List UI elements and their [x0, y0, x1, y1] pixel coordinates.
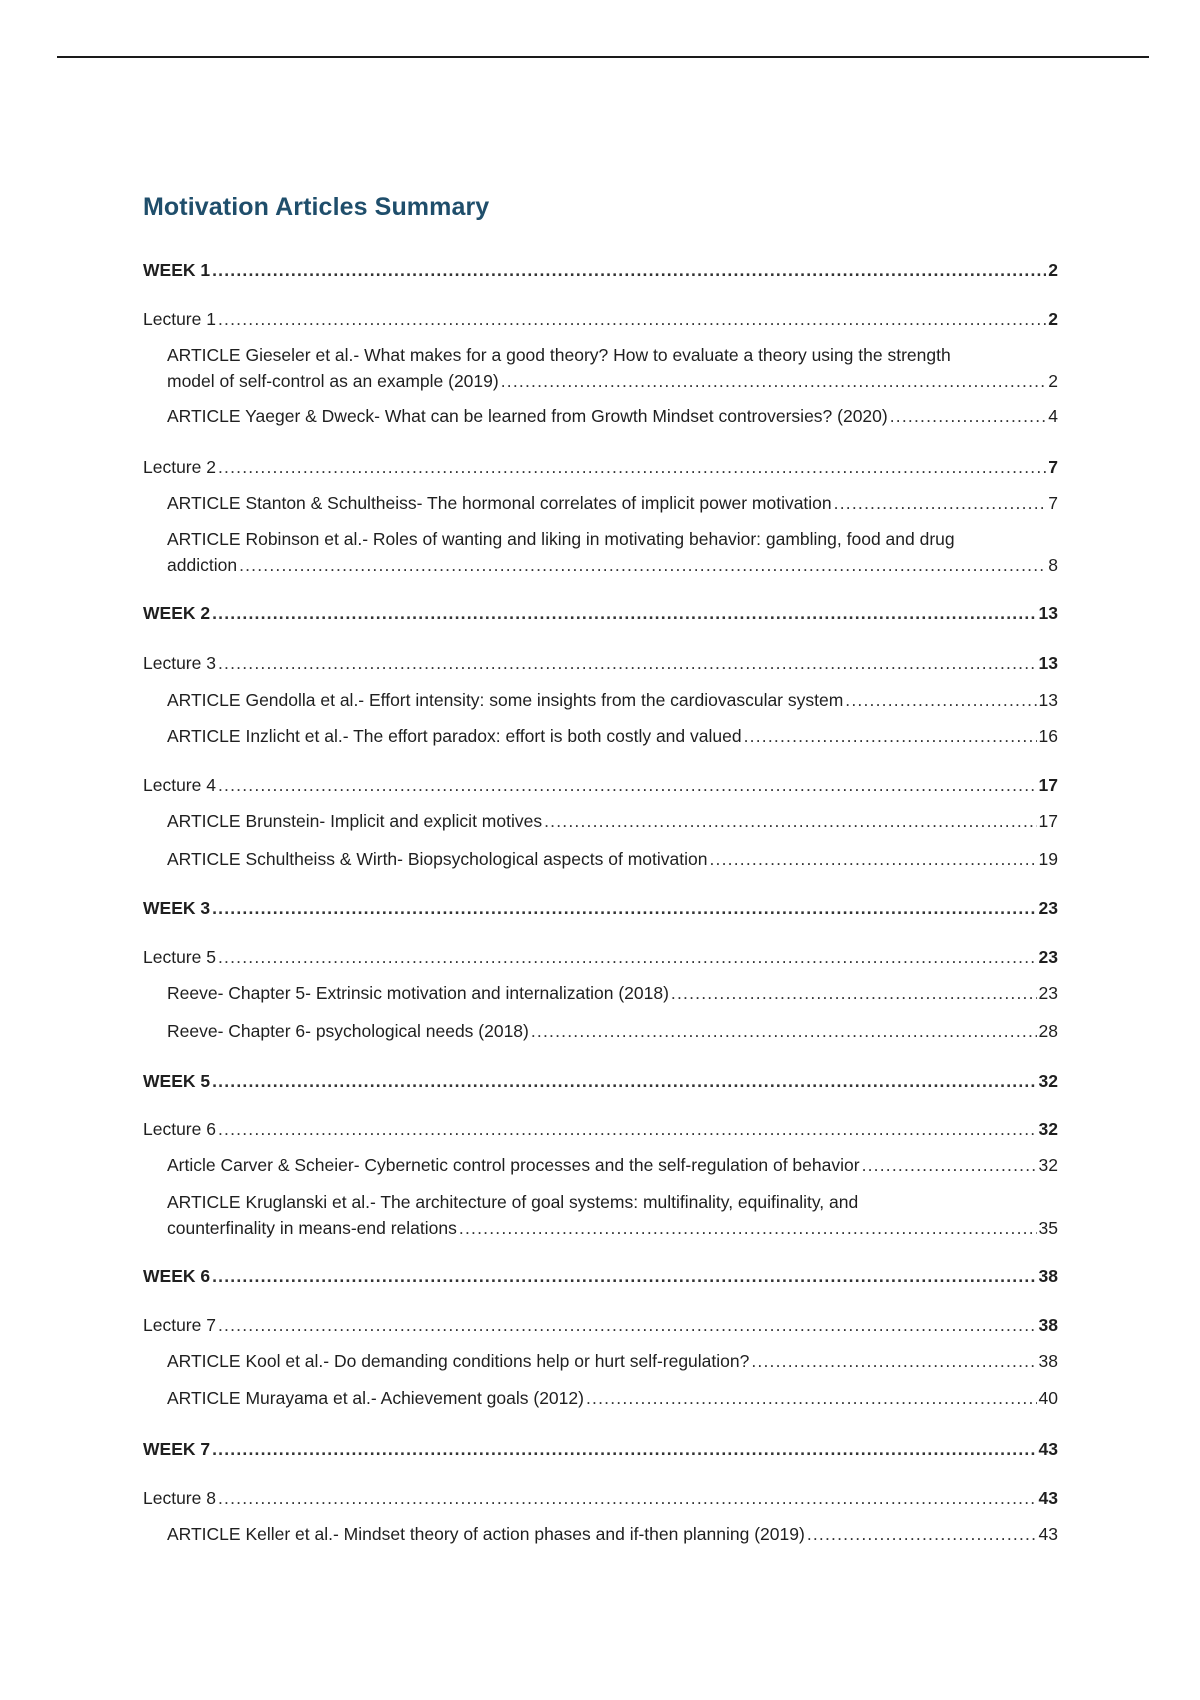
toc-entry-text-line1: ARTICLE Gieseler et al.- What makes for a good theory? How to evaluate a theory using the strength — [167, 345, 951, 365]
toc-article-entry[interactable] — [167, 1522, 1058, 1546]
toc-week-entry[interactable] — [143, 1264, 1058, 1288]
toc-article-entry[interactable] — [167, 404, 1058, 428]
toc-page-number: 7 — [1048, 493, 1058, 513]
toc-article-entry[interactable] — [167, 724, 1058, 748]
toc-entry-text: addiction — [167, 555, 238, 575]
toc-week-entry[interactable] — [143, 896, 1058, 920]
toc-page-number: 38 — [1038, 1266, 1058, 1286]
toc-article-entry[interactable] — [167, 1386, 1058, 1410]
toc-article-entry[interactable] — [167, 343, 1058, 393]
toc-page-number: 2 — [1048, 371, 1058, 391]
toc-page-number: 2 — [1048, 309, 1058, 329]
toc-lecture-entry[interactable] — [143, 307, 1058, 331]
toc-lecture-entry[interactable] — [143, 945, 1058, 969]
toc-week-entry[interactable] — [143, 1437, 1058, 1461]
toc-article-entry[interactable] — [167, 491, 1058, 515]
toc-lecture-entry[interactable] — [143, 773, 1058, 797]
toc-entry-text: WEEK 7 — [143, 1439, 211, 1459]
toc-entry-text: ARTICLE Gendolla et al.- Effort intensity: some insights from the cardiovascular system — [167, 690, 844, 710]
toc-lecture-entry[interactable] — [143, 455, 1058, 479]
toc-entry-text: Lecture 4 — [143, 775, 216, 795]
toc-entry-text: WEEK 2 — [143, 603, 211, 623]
toc-week-entry[interactable] — [143, 1069, 1058, 1093]
toc-page-number: 23 — [1038, 947, 1058, 967]
toc-page-number: 35 — [1038, 1218, 1058, 1238]
toc-entry-text: ARTICLE Inzlicht et al.- The effort paradox: effort is both costly and valued — [167, 726, 742, 746]
toc-page-number: 43 — [1038, 1488, 1058, 1508]
toc-article-entry[interactable] — [167, 809, 1058, 833]
toc-entry-text: Reeve- Chapter 6- psychological needs (2018) — [167, 1021, 529, 1041]
toc-entry-text: ARTICLE Brunstein- Implicit and explicit motives — [167, 811, 543, 831]
toc-article-entry[interactable] — [167, 1153, 1058, 1177]
toc-page-number: 13 — [1038, 653, 1058, 673]
toc-page-number: 17 — [1038, 775, 1058, 795]
toc-entry-text: Lecture 8 — [143, 1488, 216, 1508]
toc-page-number: 32 — [1038, 1155, 1058, 1175]
toc-lecture-entry[interactable] — [143, 651, 1058, 675]
document-title: Motivation Articles Summary — [143, 193, 490, 221]
toc-article-entry[interactable] — [167, 981, 1058, 1005]
toc-week-entry[interactable] — [143, 258, 1058, 282]
toc-page-number: 32 — [1038, 1119, 1058, 1139]
toc-page-number: 8 — [1048, 555, 1058, 575]
toc-entry-text: ARTICLE Schultheiss & Wirth- Biopsychological aspects of motivation — [167, 849, 708, 869]
toc-entry-text: model of self-control as an example (2019) — [167, 371, 499, 391]
toc-entry-text: ARTICLE Murayama et al.- Achievement goals (2012) — [167, 1388, 584, 1408]
toc-page-number: 38 — [1038, 1351, 1058, 1371]
toc-page-number: 23 — [1038, 898, 1058, 918]
toc-article-entry[interactable] — [167, 527, 1058, 577]
toc-entry-text-line1: ARTICLE Kruglanski et al.- The architecture of goal systems: multifinality, equifinality, and — [167, 1192, 859, 1212]
toc-page-number: 16 — [1038, 726, 1058, 746]
toc-entry-text: Lecture 5 — [143, 947, 216, 967]
toc-page-number: 43 — [1038, 1524, 1058, 1544]
toc-page-number: 32 — [1038, 1071, 1058, 1091]
toc-entry-text: WEEK 1 — [143, 260, 211, 280]
toc-page-number: 38 — [1038, 1315, 1058, 1335]
toc-page-number: 17 — [1038, 811, 1058, 831]
toc-entry-text: Reeve- Chapter 5- Extrinsic motivation and internalization (2018) — [167, 983, 669, 1003]
toc-entry-text: ARTICLE Keller et al.- Mindset theory of action phases and if-then planning (2019) — [167, 1524, 805, 1544]
toc-entry-text: WEEK 3 — [143, 898, 211, 918]
toc-article-entry[interactable] — [167, 1190, 1058, 1240]
toc-lecture-entry[interactable] — [143, 1486, 1058, 1510]
toc-entry-text: counterfinality in means-end relations — [167, 1218, 457, 1238]
toc-entry-text: WEEK 6 — [143, 1266, 211, 1286]
toc-page-number: 19 — [1038, 849, 1058, 869]
toc-entry-text-line1: ARTICLE Robinson et al.- Roles of wanting and liking in motivating behavior: gambling, food and drug — [167, 529, 955, 549]
toc-entry-text: Lecture 1 — [143, 309, 216, 329]
toc-article-entry[interactable] — [167, 847, 1058, 871]
toc-page-number: 4 — [1048, 406, 1058, 426]
toc-entry-text: Lecture 2 — [143, 457, 216, 477]
toc-entry-text: ARTICLE Yaeger & Dweck- What can be learned from Growth Mindset controversies? (2020) — [167, 406, 888, 426]
toc-entry-text: Lecture 6 — [143, 1119, 216, 1139]
toc-entry-text: ARTICLE Stanton & Schultheiss- The hormonal correlates of implicit power motivation — [167, 493, 832, 513]
toc-lecture-entry[interactable] — [143, 1117, 1058, 1141]
toc-entry-text: Lecture 3 — [143, 653, 216, 673]
toc-page-number: 13 — [1038, 690, 1058, 710]
toc-entry-text: ARTICLE Kool et al.- Do demanding conditions help or hurt self-regulation? — [167, 1351, 750, 1371]
toc-page-number: 7 — [1048, 457, 1058, 477]
toc-entry-text: WEEK 5 — [143, 1071, 211, 1091]
toc-lecture-entry[interactable] — [143, 1313, 1058, 1337]
toc-week-entry[interactable] — [143, 601, 1058, 625]
toc-entry-text: Lecture 7 — [143, 1315, 216, 1335]
toc-page-number: 13 — [1038, 603, 1058, 623]
header-rule — [57, 56, 1149, 58]
toc-entry-text: Article Carver & Scheier- Cybernetic control processes and the self-regulation of behavior — [167, 1155, 860, 1175]
toc-article-entry[interactable] — [167, 1019, 1058, 1043]
toc-page-number: 23 — [1038, 983, 1058, 1003]
toc-article-entry[interactable] — [167, 1349, 1058, 1373]
toc-page-number: 2 — [1048, 260, 1058, 280]
toc-article-entry[interactable] — [167, 688, 1058, 712]
toc-page-number: 28 — [1038, 1021, 1058, 1041]
toc-page-number: 40 — [1038, 1388, 1058, 1408]
toc-page-number: 43 — [1038, 1439, 1058, 1459]
